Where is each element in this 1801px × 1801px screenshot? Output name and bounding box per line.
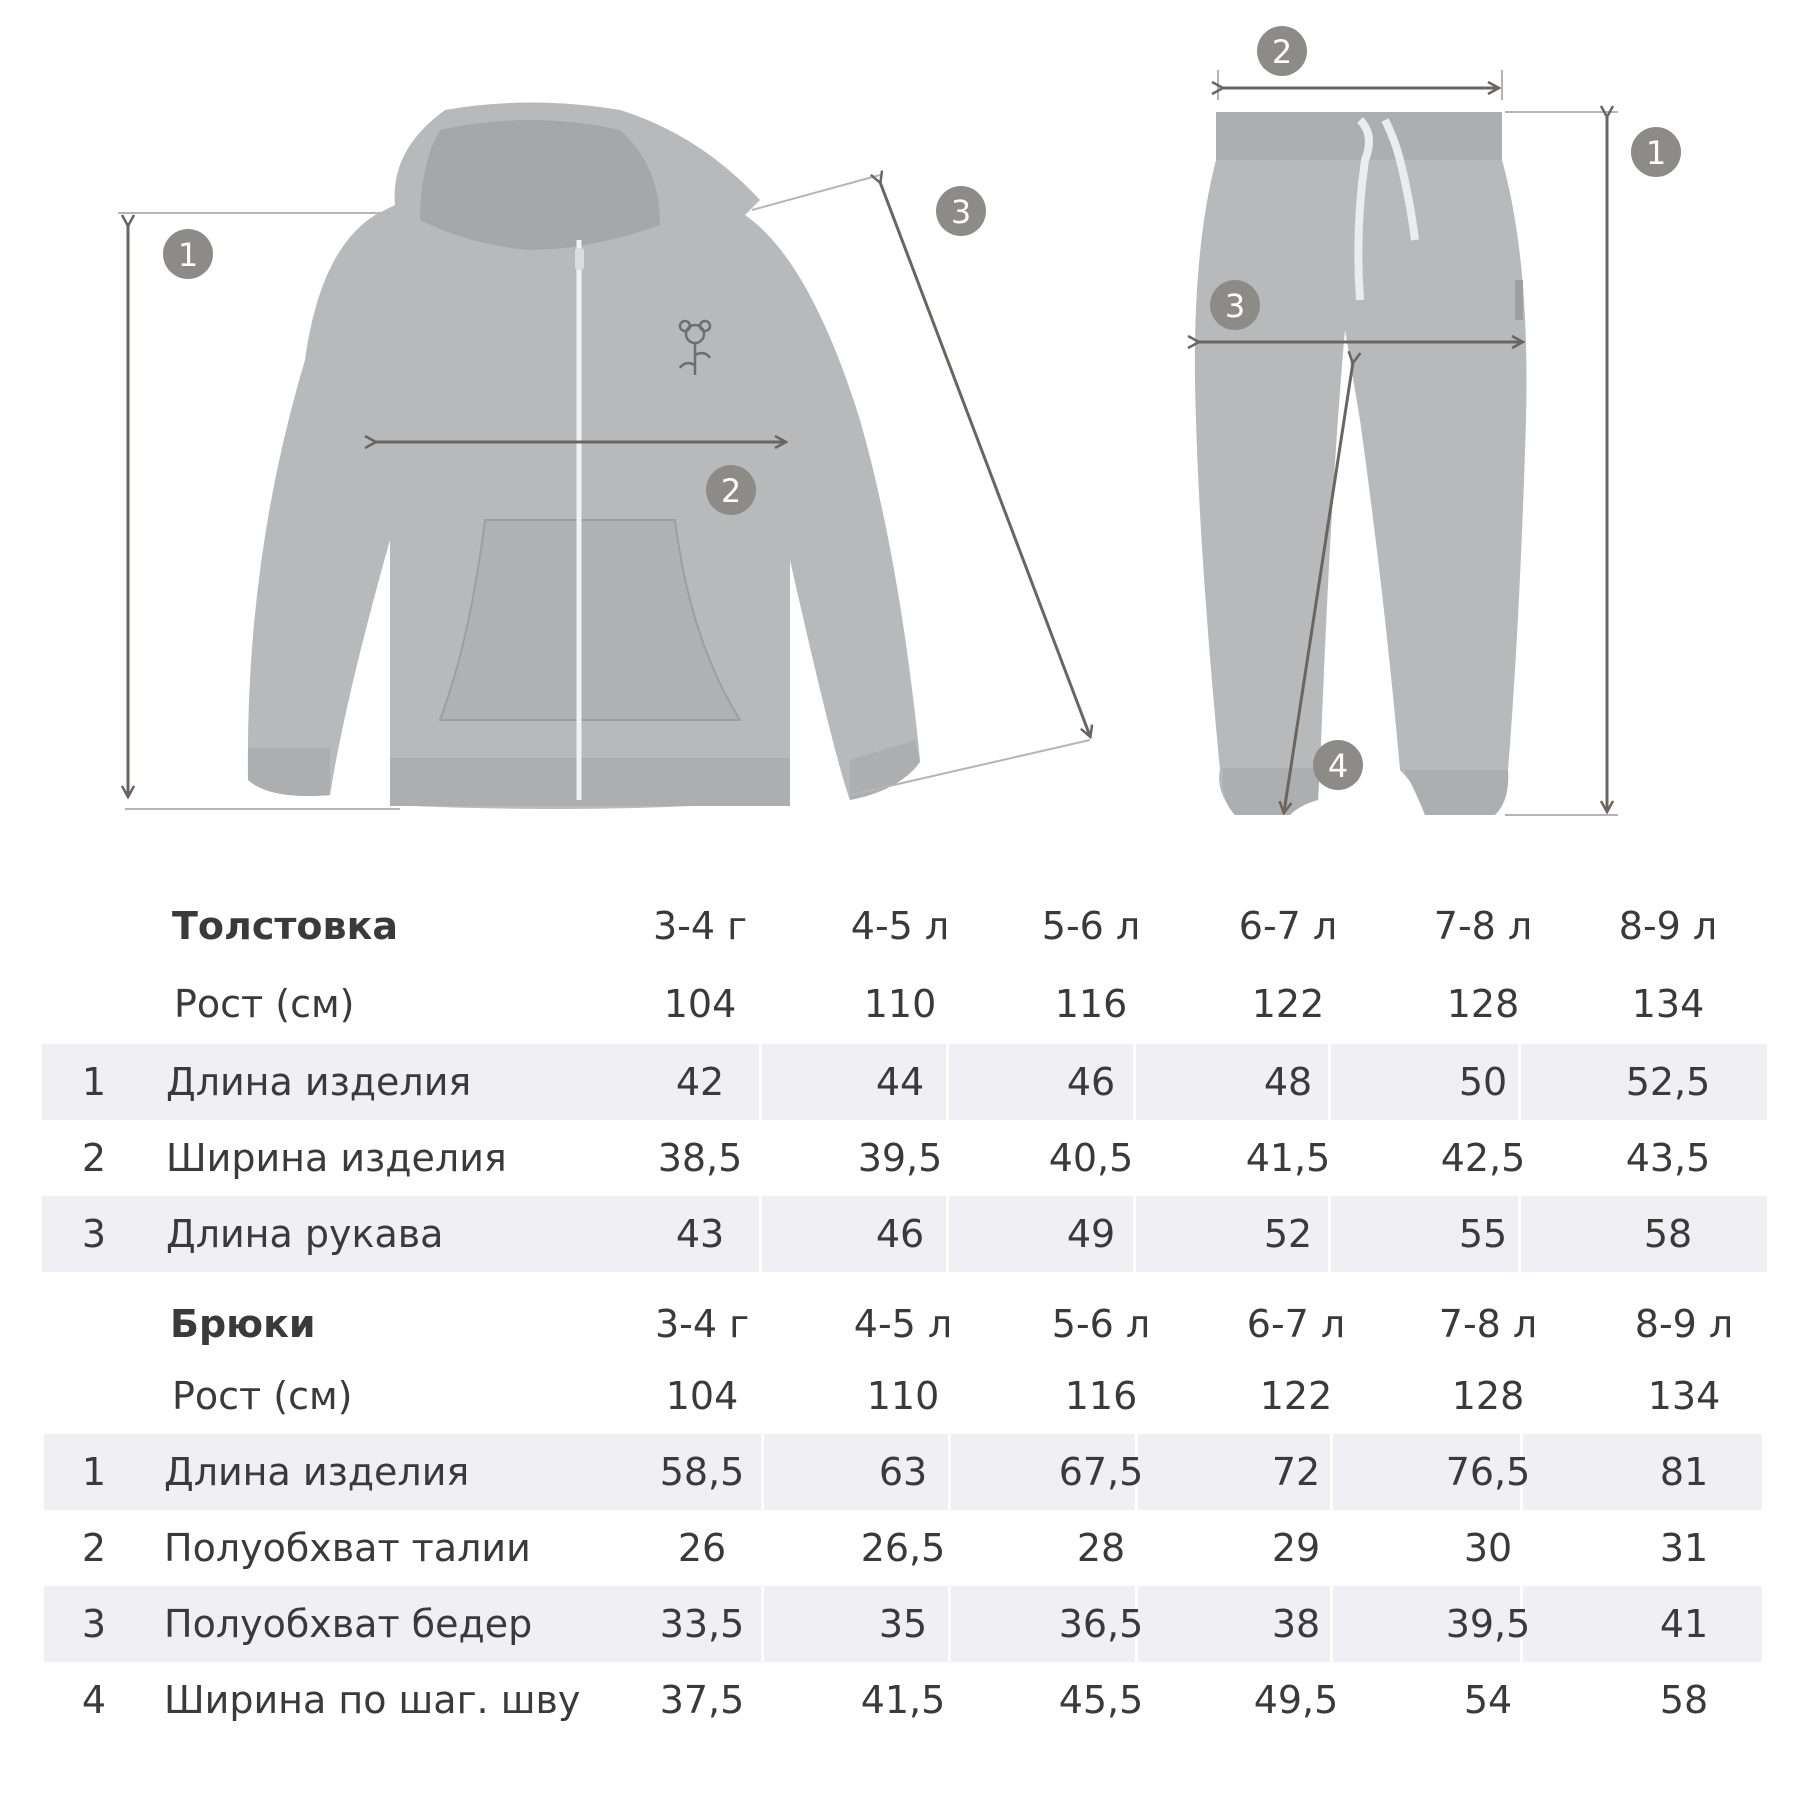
row-value: 49 (1066, 1212, 1116, 1256)
row-value: 33,5 (659, 1602, 745, 1646)
row-number: 2 (81, 1526, 107, 1570)
height-value: 134 (1631, 982, 1705, 1026)
height-value: 110 (863, 982, 937, 1026)
hoodie-marker-1: 1 (177, 236, 199, 274)
row-number: 4 (81, 1678, 107, 1722)
height-value: 110 (866, 1374, 940, 1418)
pants-marker-3: 3 (1224, 287, 1246, 325)
row-value: 41,5 (860, 1678, 946, 1722)
size-col: 3-4 г (654, 1302, 750, 1346)
row-value: 39,5 (1445, 1602, 1531, 1646)
height-value: 104 (665, 1374, 739, 1418)
table-row (42, 1044, 1767, 1120)
row-value: 81 (1659, 1450, 1709, 1494)
table-row (42, 1662, 1767, 1738)
row-value: 42 (675, 1060, 725, 1104)
row-value: 38,5 (657, 1136, 743, 1180)
row-number: 3 (81, 1212, 107, 1256)
row-value: 35 (878, 1602, 928, 1646)
row-value: 26,5 (860, 1526, 946, 1570)
row-value: 26 (677, 1526, 727, 1570)
table-title: Толстовка (172, 904, 398, 948)
height-value: 128 (1451, 1374, 1525, 1418)
row-value: 45,5 (1058, 1678, 1144, 1722)
row-label: Полуобхват талии (164, 1526, 531, 1570)
row-value: 44 (875, 1060, 925, 1104)
size-col: 8-9 л (1618, 904, 1718, 948)
row-label: Длина изделия (164, 1450, 470, 1494)
row-value: 54 (1463, 1678, 1513, 1722)
table-row (42, 1196, 1767, 1272)
pants-marker-4: 4 (1327, 747, 1349, 785)
height-row (42, 1358, 1767, 1434)
size-col: 6-7 л (1238, 904, 1338, 948)
height-value: 128 (1446, 982, 1520, 1026)
row-value: 67,5 (1058, 1450, 1144, 1494)
row-number: 2 (81, 1136, 107, 1180)
hoodie-marker-2: 2 (720, 472, 742, 510)
row-value: 39,5 (857, 1136, 943, 1180)
row-value: 63 (878, 1450, 928, 1494)
height-value: 104 (663, 982, 737, 1026)
row-value: 31 (1659, 1526, 1709, 1570)
height-label: Рост (см) (174, 982, 355, 1026)
row-number: 3 (81, 1602, 107, 1646)
row-value: 58 (1659, 1678, 1709, 1722)
pants-marker-1: 1 (1645, 134, 1667, 172)
size-col: 7-8 л (1438, 1302, 1538, 1346)
height-value: 134 (1647, 1374, 1721, 1418)
height-value: 116 (1064, 1374, 1138, 1418)
size-col: 4-5 л (850, 904, 950, 948)
row-label: Ширина изделия (166, 1136, 507, 1180)
row-value: 55 (1458, 1212, 1508, 1256)
row-label: Длина изделия (166, 1060, 472, 1104)
height-row (42, 966, 1767, 1042)
height-label: Рост (см) (172, 1374, 353, 1418)
table-header-row (42, 888, 1767, 964)
table-row (42, 1510, 1767, 1586)
pants-image (1195, 112, 1527, 815)
row-value: 37,5 (659, 1678, 745, 1722)
row-value: 48 (1263, 1060, 1313, 1104)
row-label: Полуобхват бедер (164, 1602, 533, 1646)
row-value: 29 (1271, 1526, 1321, 1570)
row-value: 58 (1643, 1212, 1693, 1256)
size-col: 5-6 л (1041, 904, 1141, 948)
table-title: Брюки (170, 1302, 316, 1346)
garment-illustrations (0, 0, 1801, 840)
row-value: 52,5 (1625, 1060, 1711, 1104)
row-value: 41,5 (1245, 1136, 1331, 1180)
size-col: 6-7 л (1246, 1302, 1346, 1346)
pants-marker-2: 2 (1271, 33, 1293, 71)
size-col: 8-9 л (1634, 1302, 1734, 1346)
row-value: 49,5 (1253, 1678, 1339, 1722)
row-number: 1 (81, 1060, 107, 1104)
height-value: 122 (1259, 1374, 1333, 1418)
height-value: 122 (1251, 982, 1325, 1026)
size-col: 4-5 л (853, 1302, 953, 1346)
row-value: 43,5 (1625, 1136, 1711, 1180)
row-value: 50 (1458, 1060, 1508, 1104)
row-value: 46 (875, 1212, 925, 1256)
row-value: 43 (675, 1212, 725, 1256)
row-value: 76,5 (1445, 1450, 1531, 1494)
row-value: 30 (1463, 1526, 1513, 1570)
row-number: 1 (81, 1450, 107, 1494)
height-value: 116 (1054, 982, 1128, 1026)
table-row (44, 1434, 1762, 1510)
row-value: 28 (1076, 1526, 1126, 1570)
row-value: 58,5 (659, 1450, 745, 1494)
size-col: 7-8 л (1433, 904, 1533, 948)
table-row (42, 1120, 1767, 1196)
row-label: Ширина по шаг. шву (164, 1678, 581, 1722)
row-value: 46 (1066, 1060, 1116, 1104)
row-value: 40,5 (1048, 1136, 1134, 1180)
row-value: 52 (1263, 1212, 1313, 1256)
hoodie-marker-3: 3 (950, 193, 972, 231)
table-header-row (42, 1286, 1767, 1362)
row-label: Длина рукава (166, 1212, 444, 1256)
row-value: 41 (1659, 1602, 1709, 1646)
row-value: 38 (1271, 1602, 1321, 1646)
row-value: 72 (1271, 1450, 1321, 1494)
row-value: 42,5 (1440, 1136, 1526, 1180)
hoodie-image (248, 103, 920, 810)
size-col: 3-4 г (652, 904, 748, 948)
size-col: 5-6 л (1051, 1302, 1151, 1346)
row-value: 36,5 (1058, 1602, 1144, 1646)
table-row (44, 1586, 1762, 1662)
